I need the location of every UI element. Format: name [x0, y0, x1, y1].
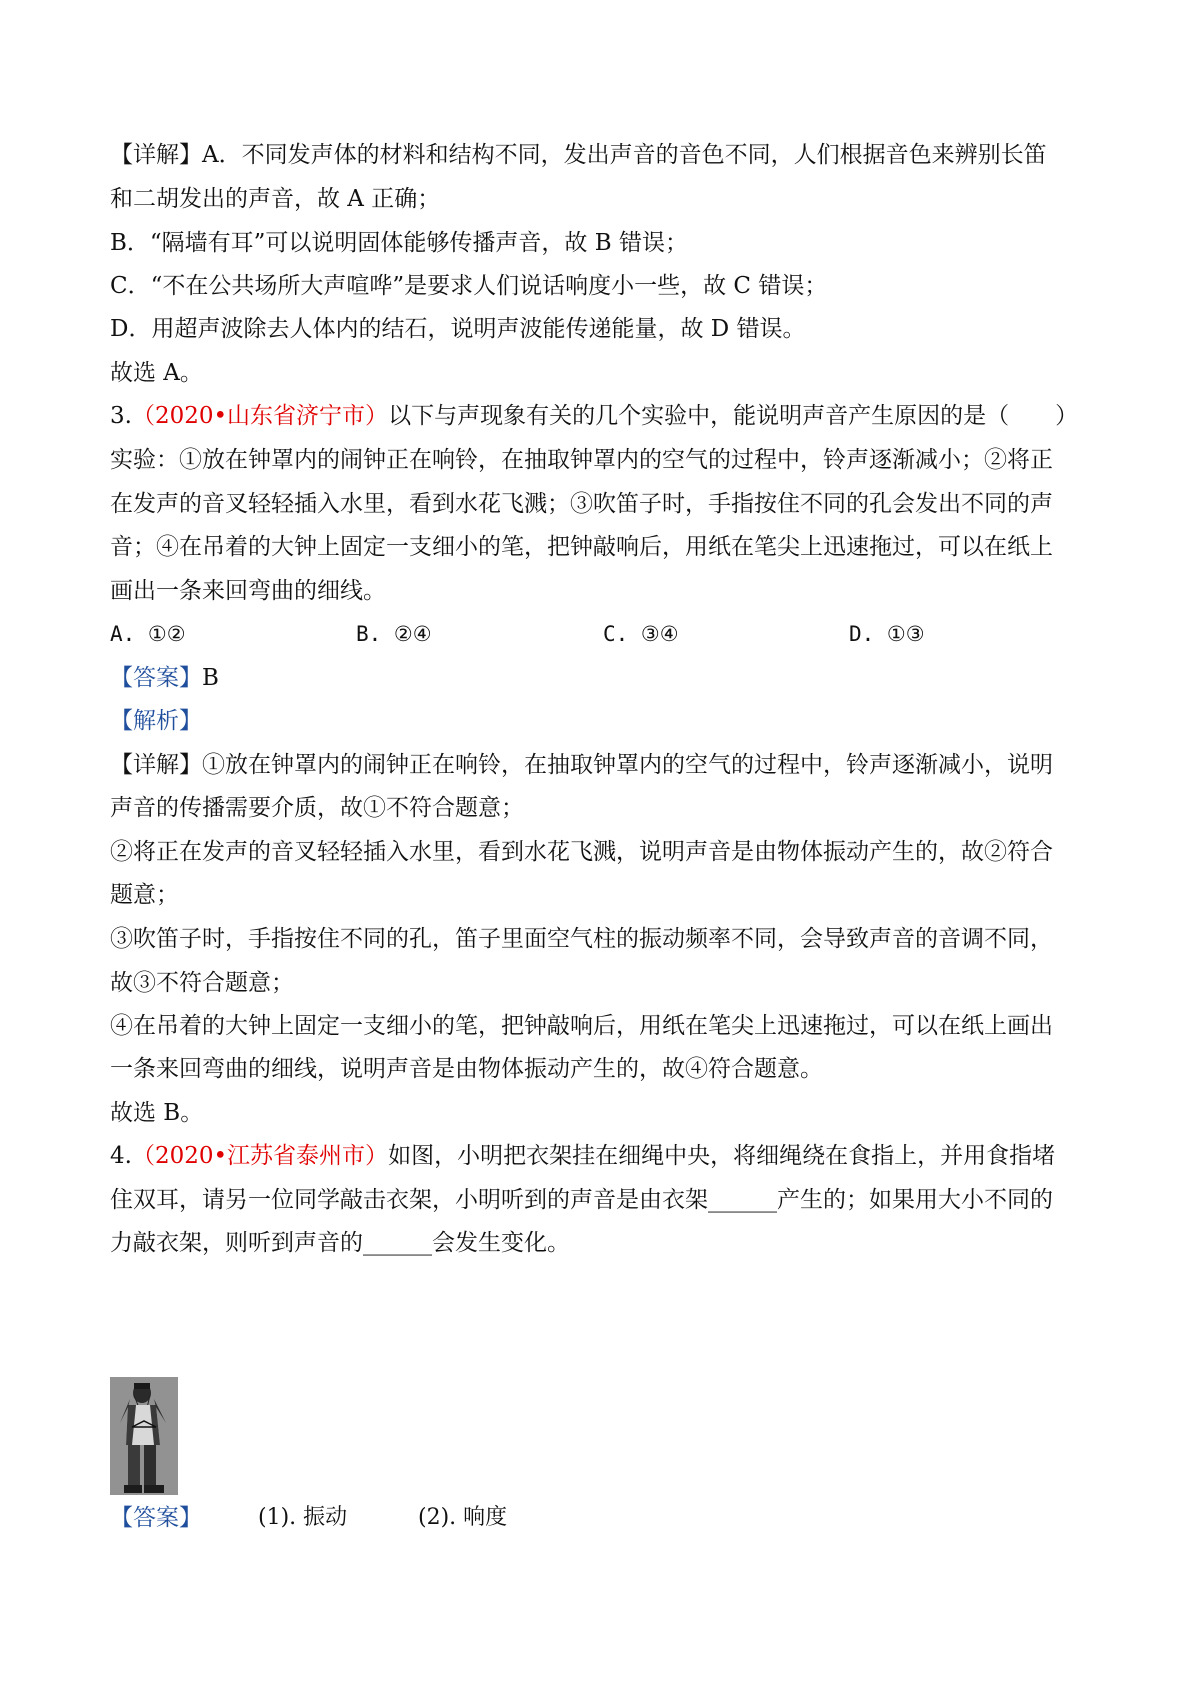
q4-answer-label: 【答案】: [110, 1505, 202, 1531]
q3-detail-line-7: ④在吊着的大钟上固定一支细小的笔，把钟敲响后，用纸在笔尖上迅速拖过，可以在纸上画出: [110, 1013, 1053, 1039]
q3-number: 3.: [110, 403, 132, 429]
q3-question-first-line: [110, 401, 1078, 431]
hanger-experiment-figure: [110, 1377, 178, 1495]
q3-option-a: A. ①②: [110, 622, 186, 646]
q4-answer-2: (2). 响度: [418, 1505, 508, 1530]
q2-option-c-line: C．“不在公共场所大声喧哗”是要求人们说话响度小一些，故 C 错误；: [110, 273, 828, 299]
q3-option-b: B. ②④: [356, 622, 432, 646]
q3-question-line-2: 实验：①放在钟罩内的闹钟正在响铃，在抽取钟罩内的空气的过程中，铃声逐渐减小；②将正: [110, 447, 1053, 473]
q3-source: （2020•山东省济宁市）: [131, 403, 389, 429]
q3-question-line-3: 在发声的音叉轻轻插入水里，看到水花飞溅；③吹笛子时，手指按住不同的孔会发出不同的声: [110, 491, 1053, 517]
q3-question-line-4: 音；④在吊着的大钟上固定一支细小的笔，把钟敲响后，用纸在笔尖上迅速拖过，可以在纸上: [110, 534, 1053, 560]
q3-detail-line-8: 一条来回弯曲的细线，说明声音是由物体振动产生的，故④符合题意。: [110, 1056, 823, 1082]
q3-conclusion: 故选 B。: [110, 1100, 204, 1126]
q3-question-text: 以下与声现象有关的几个实验中，能说明声音产生原因的是（ ）: [388, 403, 1079, 429]
q3-answer-line: [110, 663, 219, 693]
q3-option-d: D. ①③: [849, 622, 925, 646]
person-with-hanger-illustration: [110, 1377, 178, 1495]
q3-analysis-label: 【解析】: [110, 708, 202, 734]
q4-question-line-2: 住双耳，请另一位同学敲击衣架，小明听到的声音是由衣架______产生的；如果用大小不同的: [110, 1187, 1053, 1213]
q3-question-line-5: 画出一条来回弯曲的细线。: [110, 578, 386, 604]
q3-option-c: C. ③④: [603, 622, 679, 646]
q4-number: 4.: [110, 1143, 132, 1169]
q2-option-b-line: B．“隔墙有耳”可以说明固体能够传播声音，故 B 错误；: [110, 230, 688, 256]
q4-question-line-3: 力敲衣架，则听到声音的______会发生变化。: [110, 1230, 570, 1256]
q3-detail-line-3: ②将正在发声的音叉轻轻插入水里，看到水花飞溅，说明声音是由物体振动产生的，故②符合: [110, 839, 1053, 865]
q3-answer-value: B: [202, 665, 219, 691]
q4-question-text: 如图，小明把衣架挂在细绳中央，将细绳绕在食指上，并用食指堵: [388, 1143, 1056, 1169]
q4-question-first-line: [110, 1141, 1055, 1171]
q3-detail-line-5: ③吹笛子时，手指按住不同的孔，笛子里面空气柱的振动频率不同，会导致声音的音调不同，: [110, 926, 1053, 952]
q4-answer-1: (1). 振动: [258, 1505, 348, 1530]
q4-source: （2020•江苏省泰州市）: [131, 1143, 389, 1169]
q2-conclusion: 故选 A。: [110, 360, 203, 386]
q3-answer-label: 【答案】: [110, 665, 202, 691]
q2-detail-line-1: 【详解】A．不同发声体的材料和结构不同，发出声音的音色不同，人们根据音色来辨别长笛: [110, 142, 1047, 168]
q2-option-d-line: D．用超声波除去人体内的结石，说明声波能传递能量，故 D 错误。: [110, 316, 806, 342]
q3-detail-line-2: 声音的传播需要介质，故①不符合题意；: [110, 795, 524, 821]
q3-detail-line-1: 【详解】①放在钟罩内的闹钟正在响铃，在抽取钟罩内的空气的过程中，铃声逐渐减小，说明: [110, 752, 1053, 778]
q3-detail-line-4: 题意；: [110, 882, 179, 908]
q3-detail-line-6: 故③不符合题意；: [110, 970, 294, 996]
q2-detail-line-2: 和二胡发出的声音，故 A 正确；: [110, 186, 441, 212]
